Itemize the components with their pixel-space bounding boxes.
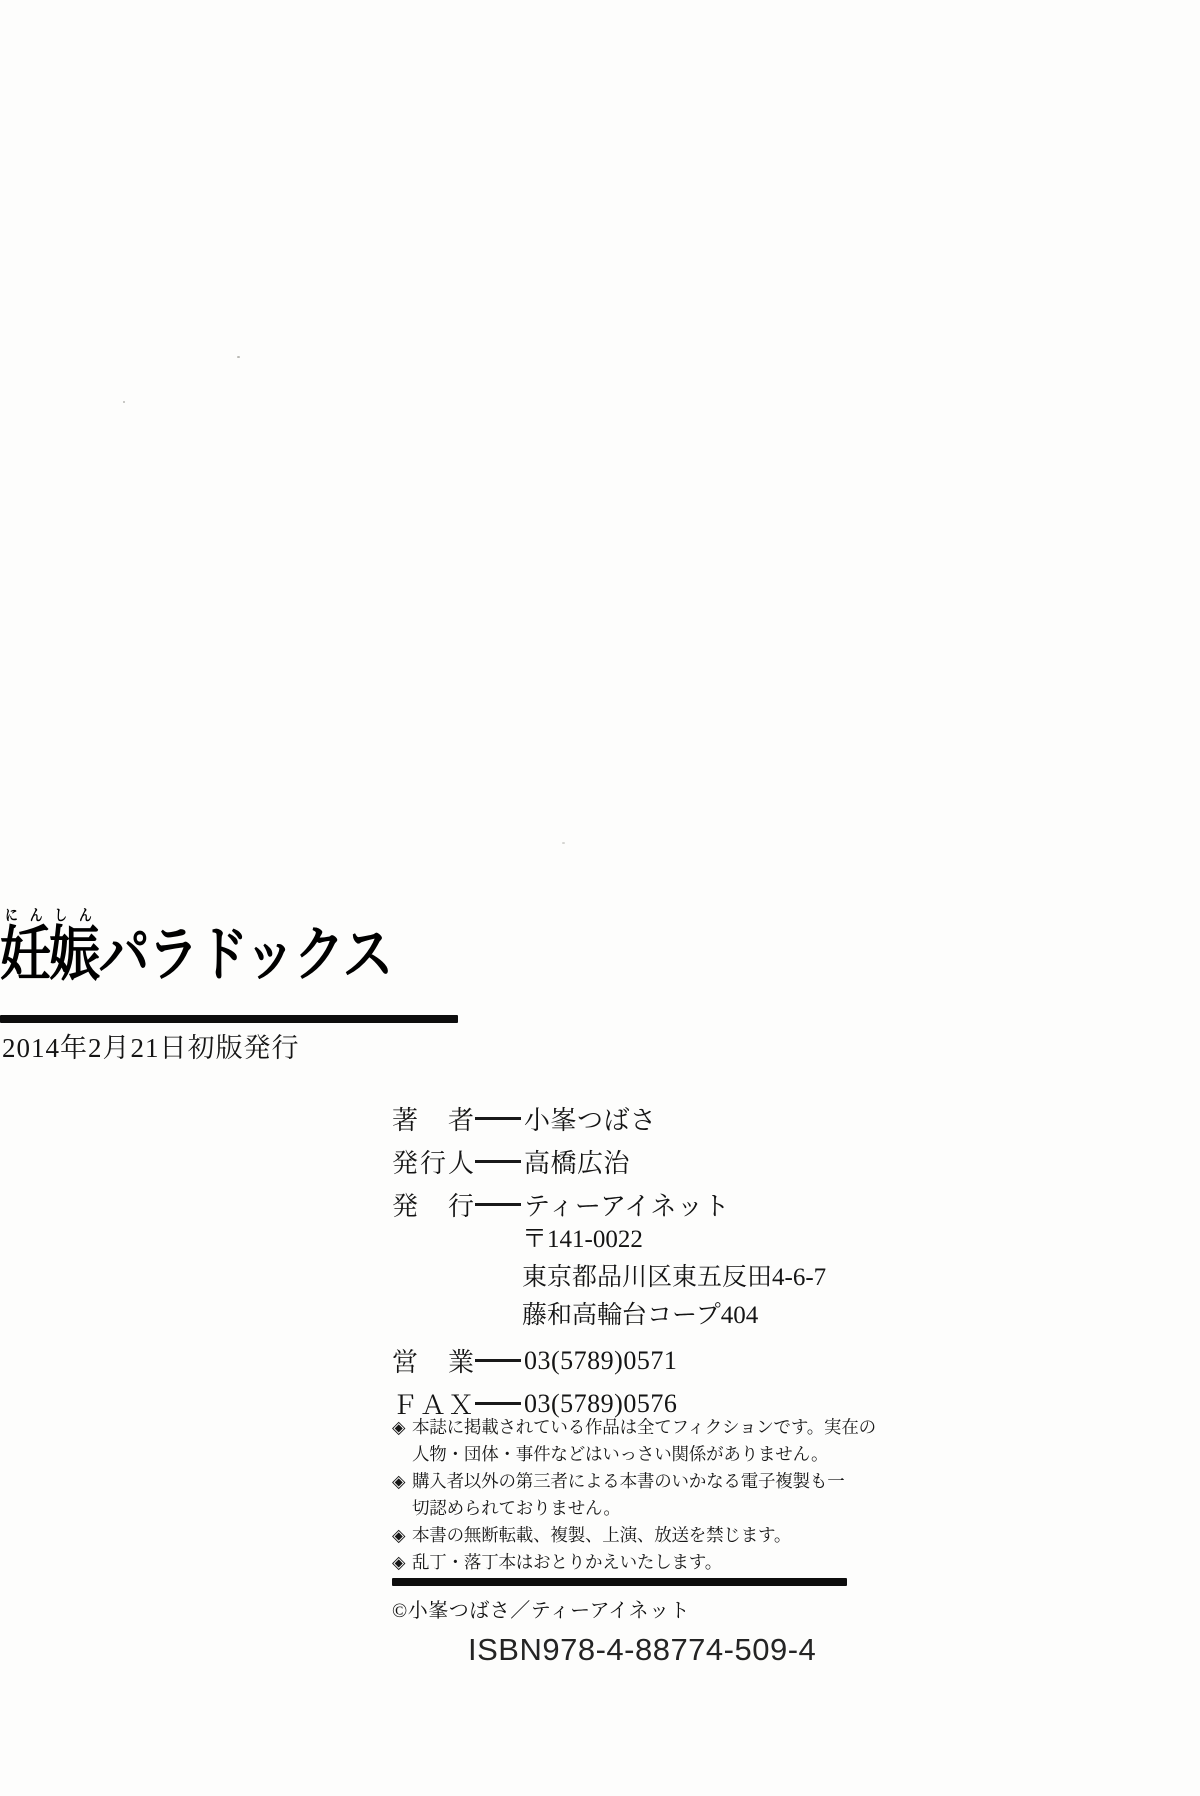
scan-speck (237, 356, 240, 358)
notice-line: 人物・団体・事件などはいっさい関係がありません。 (412, 1444, 829, 1464)
contact-row-sales (392, 1339, 677, 1382)
credit-row-author (392, 1097, 730, 1140)
notice-line: 本書の無断転載、複製、上演、放送を禁じます。 (412, 1525, 792, 1545)
title-divider-rule (0, 1015, 458, 1023)
scan-speck (562, 842, 565, 844)
copyright-line: ©小峯つばさ／ティーアイネット (392, 1600, 691, 1622)
credit-value: 高橋広治 (524, 1149, 631, 1178)
contact-label: 営 業 (392, 1348, 474, 1377)
notice-digital-copy (392, 1468, 862, 1522)
credit-value: 小峯つばさ (524, 1106, 657, 1135)
notice-line: 乱丁・落丁本はおとりかえいたします。 (412, 1552, 722, 1572)
diamond-bullet-icon: ◈ (392, 1552, 406, 1572)
scan-speck (123, 401, 125, 403)
diamond-bullet-icon: ◈ (392, 1525, 406, 1545)
dash-line (475, 1359, 521, 1362)
title-kanji-1: 妊にん (0, 908, 50, 988)
notice-defective-copy (392, 1549, 862, 1576)
title-kanji-2: 娠しん (49, 908, 99, 988)
dash-line (475, 1402, 521, 1405)
diamond-bullet-icon: ◈ (392, 1417, 406, 1437)
postal-code: 〒141-0022 (522, 1226, 643, 1253)
dash-line (475, 1160, 521, 1163)
notice-fiction (392, 1414, 876, 1468)
notice-line: 本誌に掲載されている作品は全てフィクションです。実在の (412, 1417, 876, 1437)
credit-label: 発 行 (392, 1192, 474, 1221)
contact-label: ＦＡＸ (392, 1391, 474, 1420)
diamond-bullet-icon: ◈ (392, 1471, 406, 1491)
contact-value: 03(5789)0576 (524, 1388, 678, 1418)
contact-value: 03(5789)0571 (524, 1345, 678, 1375)
furigana-1: にん (0, 908, 50, 924)
contacts-block (392, 1339, 677, 1425)
credit-value: ティーアイネット (524, 1192, 731, 1221)
credits-block (392, 1097, 730, 1226)
edition-date: 2014年2月21日初版発行 (2, 1033, 300, 1063)
dash-line (475, 1203, 521, 1206)
publisher-address (522, 1221, 826, 1335)
credit-label: 発行人 (392, 1149, 474, 1178)
credit-row-publisher-company (392, 1183, 730, 1226)
dash-line (475, 1117, 521, 1120)
footer-divider-rule (392, 1578, 847, 1586)
notice-line: 購入者以外の第三者による本書のいかなる電子複製も一 (412, 1471, 845, 1491)
address-line-1: 東京都品川区東五反田4-6-7 (522, 1264, 827, 1291)
legal-notices (392, 1414, 876, 1576)
credit-row-publisher-person (392, 1140, 730, 1183)
notice-line: 切認められておりません。 (412, 1498, 621, 1518)
notice-reproduction (392, 1522, 862, 1549)
credit-label: 著 者 (392, 1106, 474, 1135)
title-katakana: パラドックス (98, 922, 392, 988)
isbn-number: ISBN978-4-88774-509-4 (468, 1632, 817, 1667)
furigana-2: しん (49, 908, 99, 924)
book-title (0, 908, 392, 988)
address-line-2: 藤和高輪台コープ404 (522, 1302, 759, 1329)
